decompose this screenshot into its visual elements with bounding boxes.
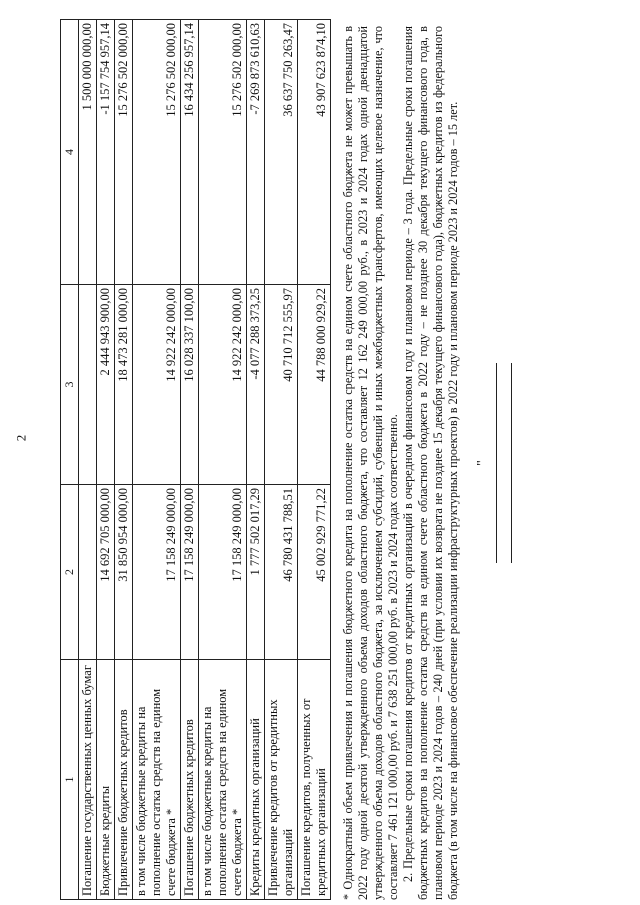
value-cell: 16 028 337 100,00: [181, 285, 199, 485]
value-cell: 14 922 242 000,00: [199, 285, 247, 485]
footnote-text: * Однократный объем привлечения и погашения бюджетного кредита на пополнение остатка средств на едином счете областного бюджета не может превышать в 2022 году одной десятой утвержденного объема доходов областного бюджета, что составляет 12 162 249 000,00 руб., в 2023 и 2024 годах одной двенадцатой утвержденного объема доходов областного бюджета, за исключением субсидий, субвенций и иных межбюджетных трансфертов, имеющих целевое назначение, что составляет 7 461 121 000,00 руб. и 7 638 251 000,00 руб. в 2023 и 2024 годах соответственно.: [341, 26, 400, 900]
table-row: [181, 20, 199, 900]
table-row: [247, 20, 265, 900]
value-cell: 15 276 502 000,00: [199, 20, 247, 285]
page-number: 2: [13, 434, 29, 442]
row-label: Погашение государственных ценных бумаг: [79, 660, 97, 900]
column-header: 4: [61, 20, 79, 285]
signature-rule: [496, 363, 497, 563]
row-label: Привлечение бюджетных кредитов: [115, 660, 133, 900]
value-cell: 15 276 502 000,00: [133, 20, 181, 285]
value-cell: 17 158 249 000,00: [181, 485, 199, 660]
column-header: 3: [61, 285, 79, 485]
row-label: в том числе бюджетные кредиты на пополнение остатка средств на едином счете бюджета *: [133, 660, 181, 900]
value-cell: 44 788 000 929,22: [298, 285, 331, 485]
value-cell: [79, 485, 97, 660]
value-cell: 18 473 281 000,00: [115, 285, 133, 485]
table-header-row: [61, 20, 79, 900]
value-cell: 1 777 502 017,29: [247, 485, 265, 660]
row-label: в том числе бюджетные кредиты на пополнение остатка средств на едином счете бюджета *: [199, 660, 247, 900]
table-row: [115, 20, 133, 900]
table-row: [79, 20, 97, 900]
column-header: 2: [61, 485, 79, 660]
value-cell: 1 500 000 000,00: [79, 20, 97, 285]
table-row: [265, 20, 298, 900]
row-label: Погашение кредитов, полученных от кредитных организаций: [298, 660, 331, 900]
table-row: [133, 20, 181, 900]
paragraph-2: 2. Предельные сроки погашения кредитов от кредитных организаций в очередном финансовом году и плановом периоде – 3 года. Предельные сроки погашения бюджетных кредитов на пополнение остатка средств на едином счете областного бюджета в 2022 году – не позднее 30 декабря текущего финансового года, в плановом периоде 2023 и 2024 годов – 240 дней (при условии их возврата не позднее 15 декабря текущего финансового года), бюджетных кредитов из федерального бюджета (в том числе на финансовое обеспечение реализации инфраструктурных проектов) в 2022 году и плановом периоде 2023 и 2024 годов – 15 лет.: [401, 26, 460, 900]
value-cell: -7 269 873 610,63: [247, 20, 265, 285]
value-cell: 36 637 750 263,47: [265, 20, 298, 285]
value-cell: 43 907 623 874,10: [298, 20, 331, 285]
value-cell: 45 002 929 771,22: [298, 485, 331, 660]
value-cell: 16 434 256 957,14: [181, 20, 199, 285]
value-cell: 2 444 943 900,00: [97, 285, 115, 485]
value-cell: [79, 285, 97, 485]
table-row: [199, 20, 247, 900]
value-cell: -1 157 754 957,14: [97, 20, 115, 285]
value-cell: 14 692 705 000,00: [97, 485, 115, 660]
value-cell: -4 077 288 373,25: [247, 285, 265, 485]
value-cell: 40 710 712 555,97: [265, 285, 298, 485]
value-cell: 46 780 431 788,51: [265, 485, 298, 660]
row-label: Привлечение кредитов от кредитных организаций: [265, 660, 298, 900]
row-label: Кредиты кредитных организаций: [247, 660, 265, 900]
value-cell: 31 850 954 000,00: [115, 485, 133, 660]
value-cell: 15 276 502 000,00: [115, 20, 133, 285]
signature-rule-2: [511, 363, 512, 563]
value-cell: 17 158 249 000,00: [199, 485, 247, 660]
value-cell: 14 922 242 000,00: [133, 285, 181, 485]
table-row: [97, 20, 115, 900]
rotated-page-content: [60, 20, 620, 900]
column-header: 1: [61, 660, 79, 900]
closing-mark: ": [475, 460, 490, 466]
row-label: Бюджетные кредиты: [97, 660, 115, 900]
value-cell: 17 158 249 000,00: [133, 485, 181, 660]
notes-section: [341, 20, 512, 900]
budget-sources-table: [60, 19, 331, 900]
row-label: Погашение бюджетных кредитов: [181, 660, 199, 900]
table-row: [298, 20, 331, 900]
